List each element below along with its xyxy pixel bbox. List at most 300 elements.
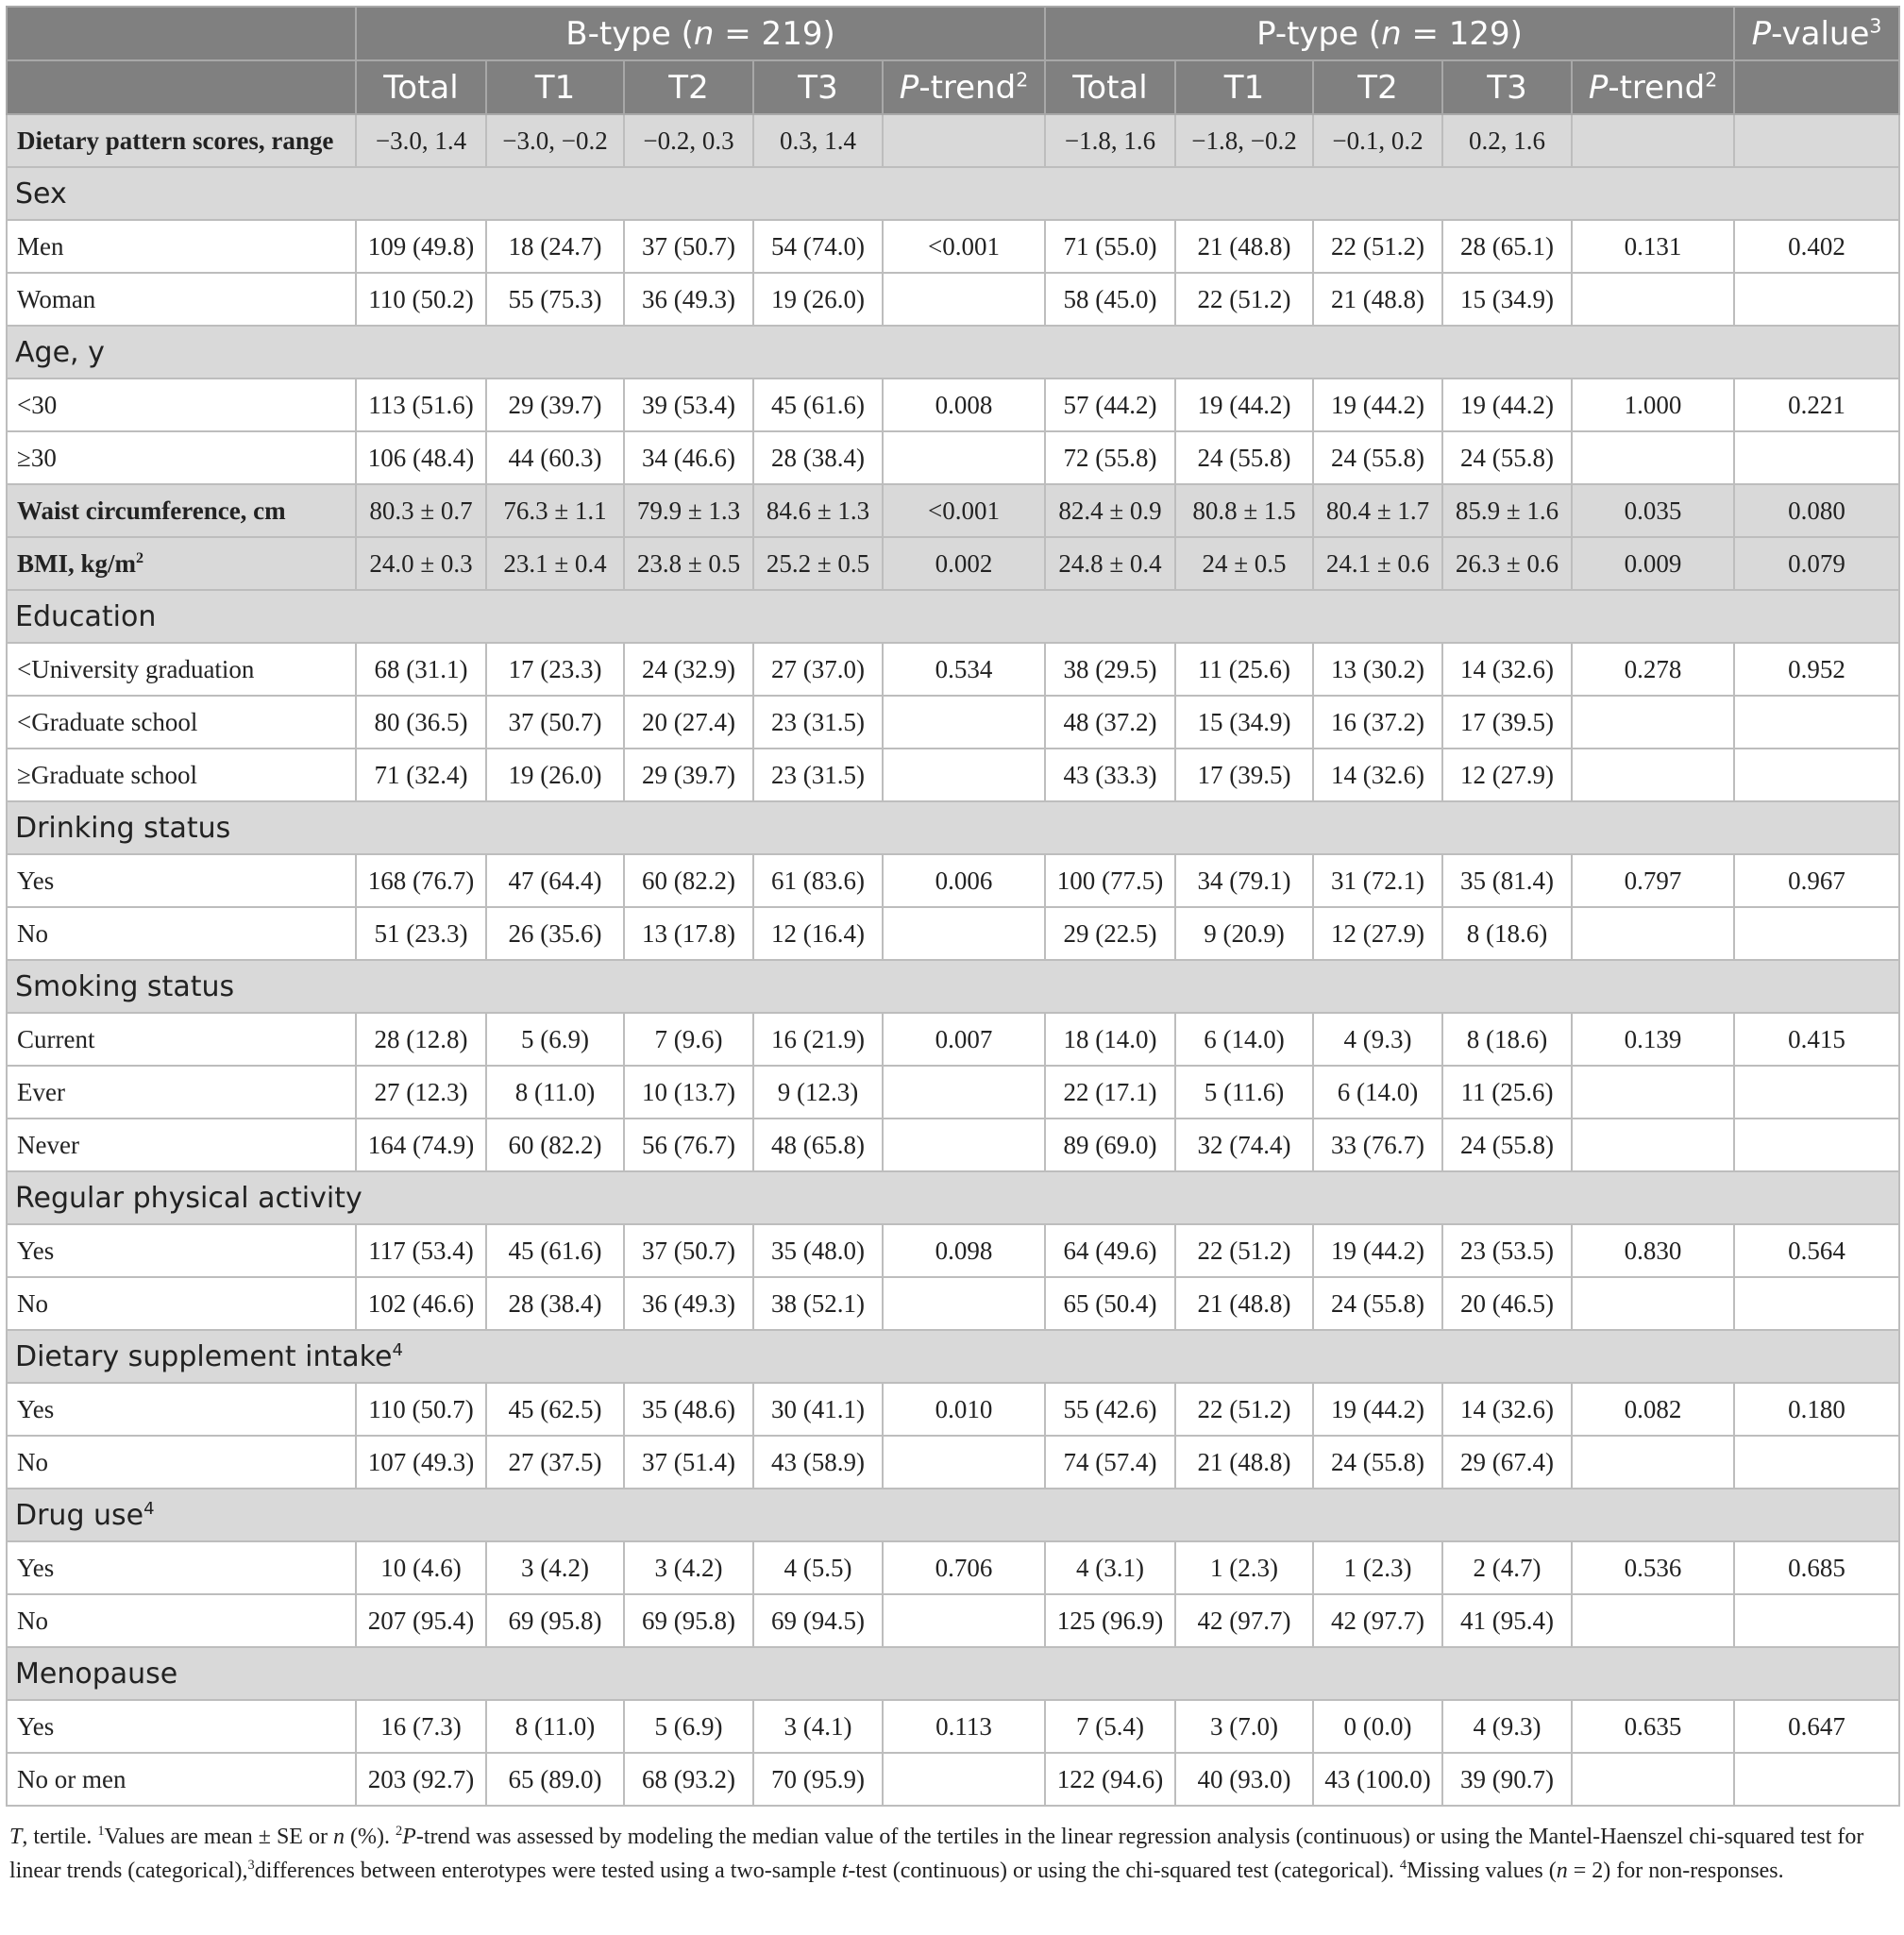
table-cell: 109 (49.8) bbox=[356, 220, 486, 273]
table-cell: 21 (48.8) bbox=[1313, 273, 1442, 326]
table-cell: 22 (51.2) bbox=[1175, 1383, 1313, 1436]
section-header-row bbox=[7, 1489, 1899, 1541]
table-row bbox=[7, 1277, 1899, 1330]
table-cell: 12 (16.4) bbox=[753, 907, 883, 960]
table-cell: 41 (95.4) bbox=[1442, 1594, 1572, 1647]
table-cell: 1 (2.3) bbox=[1175, 1541, 1313, 1594]
subheader-row bbox=[7, 60, 1899, 114]
table-cell: 33 (76.7) bbox=[1313, 1119, 1442, 1171]
table-cell: 0.536 bbox=[1572, 1541, 1734, 1594]
table-cell: 28 (38.4) bbox=[486, 1277, 624, 1330]
table-cell: 16 (7.3) bbox=[356, 1700, 486, 1753]
table-cell: 0.007 bbox=[883, 1013, 1045, 1066]
section-label: Menopause bbox=[7, 1647, 1899, 1700]
table-cell: 69 (94.5) bbox=[753, 1594, 883, 1647]
table-cell: 56 (76.7) bbox=[624, 1119, 753, 1171]
table-cell: 2 (4.7) bbox=[1442, 1541, 1572, 1594]
table-cell: 23 (31.5) bbox=[753, 696, 883, 749]
table-cell: 47 (64.4) bbox=[486, 854, 624, 907]
table-cell bbox=[1734, 1066, 1899, 1119]
table-cell bbox=[1572, 1277, 1734, 1330]
table-cell: 4 (3.1) bbox=[1045, 1541, 1175, 1594]
table-cell bbox=[1572, 749, 1734, 801]
table-cell: 8 (11.0) bbox=[486, 1700, 624, 1753]
table-cell bbox=[1572, 907, 1734, 960]
table-cell: 45 (62.5) bbox=[486, 1383, 624, 1436]
table-cell: 21 (48.8) bbox=[1175, 220, 1313, 273]
table-cell: 85.9 ± 1.6 bbox=[1442, 484, 1572, 537]
table-cell: 55 (42.6) bbox=[1045, 1383, 1175, 1436]
table-cell: 24 (32.9) bbox=[624, 643, 753, 696]
table-cell: 0.010 bbox=[883, 1383, 1045, 1436]
table-cell: 35 (48.0) bbox=[753, 1224, 883, 1277]
table-cell bbox=[1734, 1119, 1899, 1171]
table-cell: 17 (39.5) bbox=[1175, 749, 1313, 801]
table-cell: −0.1, 0.2 bbox=[1313, 114, 1442, 167]
p-type-group-header: P-type (n = 129) bbox=[1045, 7, 1734, 60]
table-cell: 117 (53.4) bbox=[356, 1224, 486, 1277]
table-cell: 1.000 bbox=[1572, 379, 1734, 431]
row-label: Woman bbox=[7, 273, 356, 326]
table-cell bbox=[1572, 1594, 1734, 1647]
table-cell: 17 (39.5) bbox=[1442, 696, 1572, 749]
table-cell: 0.685 bbox=[1734, 1541, 1899, 1594]
table-cell: 19 (44.2) bbox=[1175, 379, 1313, 431]
table-cell: 27 (37.0) bbox=[753, 643, 883, 696]
section-label: Age, y bbox=[7, 326, 1899, 379]
table-cell: −1.8, 1.6 bbox=[1045, 114, 1175, 167]
table-cell: 0.009 bbox=[1572, 537, 1734, 590]
table-cell: 8 (18.6) bbox=[1442, 1013, 1572, 1066]
table-cell: 19 (44.2) bbox=[1313, 1224, 1442, 1277]
table-cell bbox=[1572, 431, 1734, 484]
table-cell: 28 (65.1) bbox=[1442, 220, 1572, 273]
table-cell: 57 (44.2) bbox=[1045, 379, 1175, 431]
table-cell: −3.0, 1.4 bbox=[356, 114, 486, 167]
table-row bbox=[7, 749, 1899, 801]
table-cell: 0.002 bbox=[883, 537, 1045, 590]
table-row bbox=[7, 696, 1899, 749]
table-row bbox=[7, 1436, 1899, 1489]
table-cell bbox=[1734, 1277, 1899, 1330]
table-cell: 55 (75.3) bbox=[486, 273, 624, 326]
table-cell bbox=[1734, 907, 1899, 960]
table-cell: 84.6 ± 1.3 bbox=[753, 484, 883, 537]
p-total-header: Total bbox=[1045, 60, 1175, 114]
table-cell: 45 (61.6) bbox=[753, 379, 883, 431]
table-cell: 0.635 bbox=[1572, 1700, 1734, 1753]
table-cell bbox=[883, 431, 1045, 484]
table-cell: 42 (97.7) bbox=[1313, 1594, 1442, 1647]
table-cell: 45 (61.6) bbox=[486, 1224, 624, 1277]
p-ptrend-header: P-trend$^2$ bbox=[1572, 60, 1734, 114]
table-cell: 48 (65.8) bbox=[753, 1119, 883, 1171]
table-cell: <0.001 bbox=[883, 220, 1045, 273]
section-header-row bbox=[7, 1171, 1899, 1224]
table-cell: 32 (74.4) bbox=[1175, 1119, 1313, 1171]
table-cell: 110 (50.7) bbox=[356, 1383, 486, 1436]
table-cell: 21 (48.8) bbox=[1175, 1277, 1313, 1330]
table-cell: 0.098 bbox=[883, 1224, 1045, 1277]
table-cell: 65 (50.4) bbox=[1045, 1277, 1175, 1330]
table-cell: 0.131 bbox=[1572, 220, 1734, 273]
table-cell: 11 (25.6) bbox=[1175, 643, 1313, 696]
table-cell: 26 (35.6) bbox=[486, 907, 624, 960]
table-cell: 10 (4.6) bbox=[356, 1541, 486, 1594]
table-cell: 24.0 ± 0.3 bbox=[356, 537, 486, 590]
table-cell: 0.415 bbox=[1734, 1013, 1899, 1066]
table-cell: 0 (0.0) bbox=[1313, 1700, 1442, 1753]
b-total-header: Total bbox=[356, 60, 486, 114]
section-label: Education bbox=[7, 590, 1899, 643]
table-cell: 80.8 ± 1.5 bbox=[1175, 484, 1313, 537]
table-cell: 4 (9.3) bbox=[1313, 1013, 1442, 1066]
table-cell: 0.402 bbox=[1734, 220, 1899, 273]
table-cell: 5 (11.6) bbox=[1175, 1066, 1313, 1119]
table-cell bbox=[883, 1753, 1045, 1806]
table-cell: 24 (55.8) bbox=[1313, 431, 1442, 484]
table-cell bbox=[1572, 1436, 1734, 1489]
table-cell bbox=[1734, 114, 1899, 167]
table-cell: 34 (79.1) bbox=[1175, 854, 1313, 907]
table-cell: 19 (44.2) bbox=[1313, 379, 1442, 431]
table-row bbox=[7, 1594, 1899, 1647]
b-type-group-header: B-type (n = 219) bbox=[356, 7, 1045, 60]
table-cell: 13 (30.2) bbox=[1313, 643, 1442, 696]
table-row bbox=[7, 907, 1899, 960]
table-cell: 1 (2.3) bbox=[1313, 1541, 1442, 1594]
table-row bbox=[7, 114, 1899, 167]
section-label: Regular physical activity bbox=[7, 1171, 1899, 1224]
table-row bbox=[7, 537, 1899, 590]
row-label: BMI, $kg/m^2$ bbox=[7, 537, 356, 590]
table-cell: 5 (6.9) bbox=[624, 1700, 753, 1753]
table-cell: 0.035 bbox=[1572, 484, 1734, 537]
table-cell: 3 (4.2) bbox=[624, 1541, 753, 1594]
table-cell: 122 (94.6) bbox=[1045, 1753, 1175, 1806]
table-cell: 164 (74.9) bbox=[356, 1119, 486, 1171]
table-cell: 70 (95.9) bbox=[753, 1753, 883, 1806]
p-t1-header: T1 bbox=[1175, 60, 1313, 114]
table-cell bbox=[1734, 696, 1899, 749]
section-label: Drug use$^4$ bbox=[7, 1489, 1899, 1541]
table-row bbox=[7, 1541, 1899, 1594]
table-cell: 24.8 ± 0.4 bbox=[1045, 537, 1175, 590]
table-cell: 61 (83.6) bbox=[753, 854, 883, 907]
table-cell: 7 (5.4) bbox=[1045, 1700, 1175, 1753]
table-cell: 64 (49.6) bbox=[1045, 1224, 1175, 1277]
table-cell: 68 (93.2) bbox=[624, 1753, 753, 1806]
table-container bbox=[6, 6, 1898, 1888]
section-header-row bbox=[7, 960, 1899, 1013]
section-header-row bbox=[7, 167, 1899, 220]
table-cell: 29 (67.4) bbox=[1442, 1436, 1572, 1489]
table-row bbox=[7, 643, 1899, 696]
table-cell: 76.3 ± 1.1 bbox=[486, 484, 624, 537]
table-cell: 15 (34.9) bbox=[1175, 696, 1313, 749]
table-cell: 9 (20.9) bbox=[1175, 907, 1313, 960]
table-cell: 106 (48.4) bbox=[356, 431, 486, 484]
table-cell bbox=[1734, 1594, 1899, 1647]
table-cell: 30 (41.1) bbox=[753, 1383, 883, 1436]
row-label: No or men bbox=[7, 1753, 356, 1806]
table-cell: 0.278 bbox=[1572, 643, 1734, 696]
table-cell: 38 (52.1) bbox=[753, 1277, 883, 1330]
table-cell: 58 (45.0) bbox=[1045, 273, 1175, 326]
table-cell: 24 (55.8) bbox=[1442, 431, 1572, 484]
table-cell: 43 (100.0) bbox=[1313, 1753, 1442, 1806]
table-cell: 34 (46.6) bbox=[624, 431, 753, 484]
table-cell: 12 (27.9) bbox=[1313, 907, 1442, 960]
table-cell: −0.2, 0.3 bbox=[624, 114, 753, 167]
table-cell: 3 (4.2) bbox=[486, 1541, 624, 1594]
table-row bbox=[7, 1224, 1899, 1277]
table-row bbox=[7, 1700, 1899, 1753]
group-header-row bbox=[7, 7, 1899, 60]
table-row bbox=[7, 1066, 1899, 1119]
table-cell: 39 (90.7) bbox=[1442, 1753, 1572, 1806]
table-cell: 100 (77.5) bbox=[1045, 854, 1175, 907]
table-cell: 3 (7.0) bbox=[1175, 1700, 1313, 1753]
table-cell: 107 (49.3) bbox=[356, 1436, 486, 1489]
table-cell: 23.8 ± 0.5 bbox=[624, 537, 753, 590]
row-label: Yes bbox=[7, 1224, 356, 1277]
table-cell bbox=[1572, 273, 1734, 326]
table-cell: 79.9 ± 1.3 bbox=[624, 484, 753, 537]
section-header-row bbox=[7, 326, 1899, 379]
table-cell: 8 (11.0) bbox=[486, 1066, 624, 1119]
table-cell: 0.564 bbox=[1734, 1224, 1899, 1277]
table-cell bbox=[1572, 114, 1734, 167]
table-cell: 0.139 bbox=[1572, 1013, 1734, 1066]
table-row bbox=[7, 854, 1899, 907]
table-cell: 42 (97.7) bbox=[1175, 1594, 1313, 1647]
table-cell bbox=[883, 907, 1045, 960]
table-cell: 72 (55.8) bbox=[1045, 431, 1175, 484]
table-cell: 207 (95.4) bbox=[356, 1594, 486, 1647]
section-header-row bbox=[7, 590, 1899, 643]
table-cell: 68 (31.1) bbox=[356, 643, 486, 696]
table-cell: 80 (36.5) bbox=[356, 696, 486, 749]
table-cell: 0.221 bbox=[1734, 379, 1899, 431]
section-label: Drinking status bbox=[7, 801, 1899, 854]
table-cell bbox=[883, 1119, 1045, 1171]
table-cell: 80.3 ± 0.7 bbox=[356, 484, 486, 537]
table-cell: 60 (82.2) bbox=[486, 1119, 624, 1171]
table-cell: 22 (51.2) bbox=[1313, 220, 1442, 273]
row-label: <Graduate school bbox=[7, 696, 356, 749]
table-cell bbox=[1734, 1753, 1899, 1806]
table-cell: 40 (93.0) bbox=[1175, 1753, 1313, 1806]
table-cell: 28 (12.8) bbox=[356, 1013, 486, 1066]
table-cell: 21 (48.8) bbox=[1175, 1436, 1313, 1489]
row-label: <University graduation bbox=[7, 643, 356, 696]
table-cell: −1.8, −0.2 bbox=[1175, 114, 1313, 167]
table-cell: 0.082 bbox=[1572, 1383, 1734, 1436]
row-label: <30 bbox=[7, 379, 356, 431]
table-cell: 44 (60.3) bbox=[486, 431, 624, 484]
table-cell: 24 (55.8) bbox=[1313, 1436, 1442, 1489]
table-cell: 0.006 bbox=[883, 854, 1045, 907]
table-cell: 29 (39.7) bbox=[486, 379, 624, 431]
table-cell: 74 (57.4) bbox=[1045, 1436, 1175, 1489]
table-cell: 43 (33.3) bbox=[1045, 749, 1175, 801]
table-cell: 27 (37.5) bbox=[486, 1436, 624, 1489]
table-row bbox=[7, 1013, 1899, 1066]
table-cell: 71 (32.4) bbox=[356, 749, 486, 801]
table-cell: 16 (21.9) bbox=[753, 1013, 883, 1066]
row-label: No bbox=[7, 1594, 356, 1647]
table-cell: 23 (31.5) bbox=[753, 749, 883, 801]
table-cell: 37 (50.7) bbox=[624, 220, 753, 273]
table-cell: 29 (39.7) bbox=[624, 749, 753, 801]
table-cell bbox=[1734, 749, 1899, 801]
table-cell: 19 (44.2) bbox=[1442, 379, 1572, 431]
table-cell: 51 (23.3) bbox=[356, 907, 486, 960]
table-cell: 4 (5.5) bbox=[753, 1541, 883, 1594]
table-cell: −3.0, −0.2 bbox=[486, 114, 624, 167]
row-label: Yes bbox=[7, 1700, 356, 1753]
table-cell: 168 (76.7) bbox=[356, 854, 486, 907]
table-cell: 22 (51.2) bbox=[1175, 1224, 1313, 1277]
table-cell bbox=[883, 1277, 1045, 1330]
table-row bbox=[7, 1119, 1899, 1171]
table-cell: 19 (44.2) bbox=[1313, 1383, 1442, 1436]
table-cell: 20 (27.4) bbox=[624, 696, 753, 749]
table-cell: 24 ± 0.5 bbox=[1175, 537, 1313, 590]
table-cell: 0.080 bbox=[1734, 484, 1899, 537]
table-cell: 3 (4.1) bbox=[753, 1700, 883, 1753]
row-label: ≥30 bbox=[7, 431, 356, 484]
section-header-row bbox=[7, 801, 1899, 854]
table-cell bbox=[1572, 1753, 1734, 1806]
baseline-characteristics-table bbox=[6, 6, 1900, 1807]
table-row bbox=[7, 431, 1899, 484]
table-cell: 22 (17.1) bbox=[1045, 1066, 1175, 1119]
table-cell bbox=[883, 273, 1045, 326]
section-label: Dietary supplement intake$^4$ bbox=[7, 1330, 1899, 1383]
table-cell: 19 (26.0) bbox=[486, 749, 624, 801]
table-cell: 24 (55.8) bbox=[1442, 1119, 1572, 1171]
table-cell: 0.967 bbox=[1734, 854, 1899, 907]
table-cell: 69 (95.8) bbox=[624, 1594, 753, 1647]
table-cell bbox=[883, 696, 1045, 749]
table-cell: 54 (74.0) bbox=[753, 220, 883, 273]
table-row bbox=[7, 273, 1899, 326]
table-row bbox=[7, 1383, 1899, 1436]
table-cell: 38 (29.5) bbox=[1045, 643, 1175, 696]
table-cell: 23.1 ± 0.4 bbox=[486, 537, 624, 590]
table-cell bbox=[883, 1436, 1045, 1489]
table-cell: 0.534 bbox=[883, 643, 1045, 696]
table-cell: 23 (53.5) bbox=[1442, 1224, 1572, 1277]
row-label: No bbox=[7, 907, 356, 960]
subheader-empty-cell bbox=[7, 60, 356, 114]
table-cell: 0.706 bbox=[883, 1541, 1045, 1594]
table-cell bbox=[1572, 696, 1734, 749]
table-cell: 0.113 bbox=[883, 1700, 1045, 1753]
table-cell: 24 (55.8) bbox=[1175, 431, 1313, 484]
table-cell: 125 (96.9) bbox=[1045, 1594, 1175, 1647]
table-cell: 82.4 ± 0.9 bbox=[1045, 484, 1175, 537]
table-cell: 28 (38.4) bbox=[753, 431, 883, 484]
table-cell: 31 (72.1) bbox=[1313, 854, 1442, 907]
row-label: No bbox=[7, 1277, 356, 1330]
table-cell: 27 (12.3) bbox=[356, 1066, 486, 1119]
table-cell: 89 (69.0) bbox=[1045, 1119, 1175, 1171]
table-cell bbox=[883, 1066, 1045, 1119]
table-cell: <0.001 bbox=[883, 484, 1045, 537]
table-cell: 0.180 bbox=[1734, 1383, 1899, 1436]
row-label: Current bbox=[7, 1013, 356, 1066]
section-label: Smoking status bbox=[7, 960, 1899, 1013]
row-label: Men bbox=[7, 220, 356, 273]
table-cell: 35 (81.4) bbox=[1442, 854, 1572, 907]
table-cell: 6 (14.0) bbox=[1313, 1066, 1442, 1119]
p-t3-header: T3 bbox=[1442, 60, 1572, 114]
table-cell: 65 (89.0) bbox=[486, 1753, 624, 1806]
table-row bbox=[7, 1753, 1899, 1806]
table-cell: 26.3 ± 0.6 bbox=[1442, 537, 1572, 590]
table-cell: 14 (32.6) bbox=[1442, 643, 1572, 696]
table-cell: 0.797 bbox=[1572, 854, 1734, 907]
table-cell: 80.4 ± 1.7 bbox=[1313, 484, 1442, 537]
row-label: Yes bbox=[7, 854, 356, 907]
table-header bbox=[7, 7, 1899, 114]
table-cell: 0.830 bbox=[1572, 1224, 1734, 1277]
table-cell: 15 (34.9) bbox=[1442, 273, 1572, 326]
row-label: Waist circumference, cm bbox=[7, 484, 356, 537]
table-cell: 19 (26.0) bbox=[753, 273, 883, 326]
table-cell bbox=[883, 1594, 1045, 1647]
table-cell: 37 (50.7) bbox=[486, 696, 624, 749]
table-cell: 14 (32.6) bbox=[1313, 749, 1442, 801]
table-cell: 8 (18.6) bbox=[1442, 907, 1572, 960]
b-ptrend-header: P-trend$^2$ bbox=[883, 60, 1045, 114]
table-cell: 110 (50.2) bbox=[356, 273, 486, 326]
table-cell bbox=[883, 114, 1045, 167]
table-cell bbox=[1734, 431, 1899, 484]
table-cell: 24.1 ± 0.6 bbox=[1313, 537, 1442, 590]
table-cell: 4 (9.3) bbox=[1442, 1700, 1572, 1753]
row-label: ≥Graduate school bbox=[7, 749, 356, 801]
p-value-subheader-empty bbox=[1734, 60, 1899, 114]
table-cell: 29 (22.5) bbox=[1045, 907, 1175, 960]
table-cell bbox=[1734, 1436, 1899, 1489]
row-label: Dietary pattern scores, range bbox=[7, 114, 356, 167]
b-t2-header: T2 bbox=[624, 60, 753, 114]
table-cell: 7 (9.6) bbox=[624, 1013, 753, 1066]
table-cell: 22 (51.2) bbox=[1175, 273, 1313, 326]
table-cell: 9 (12.3) bbox=[753, 1066, 883, 1119]
table-cell: 0.2, 1.6 bbox=[1442, 114, 1572, 167]
table-cell: 36 (49.3) bbox=[624, 1277, 753, 1330]
p-value-header: P-value$^3$ bbox=[1734, 7, 1899, 60]
b-t1-header: T1 bbox=[486, 60, 624, 114]
table-cell: 102 (46.6) bbox=[356, 1277, 486, 1330]
row-label: Yes bbox=[7, 1383, 356, 1436]
table-cell bbox=[1572, 1066, 1734, 1119]
table-cell: 14 (32.6) bbox=[1442, 1383, 1572, 1436]
section-header-row bbox=[7, 1647, 1899, 1700]
table-row bbox=[7, 220, 1899, 273]
table-cell: 20 (46.5) bbox=[1442, 1277, 1572, 1330]
row-label: Never bbox=[7, 1119, 356, 1171]
p-t2-header: T2 bbox=[1313, 60, 1442, 114]
row-label: Yes bbox=[7, 1541, 356, 1594]
table-cell: 39 (53.4) bbox=[624, 379, 753, 431]
table-cell: 0.647 bbox=[1734, 1700, 1899, 1753]
